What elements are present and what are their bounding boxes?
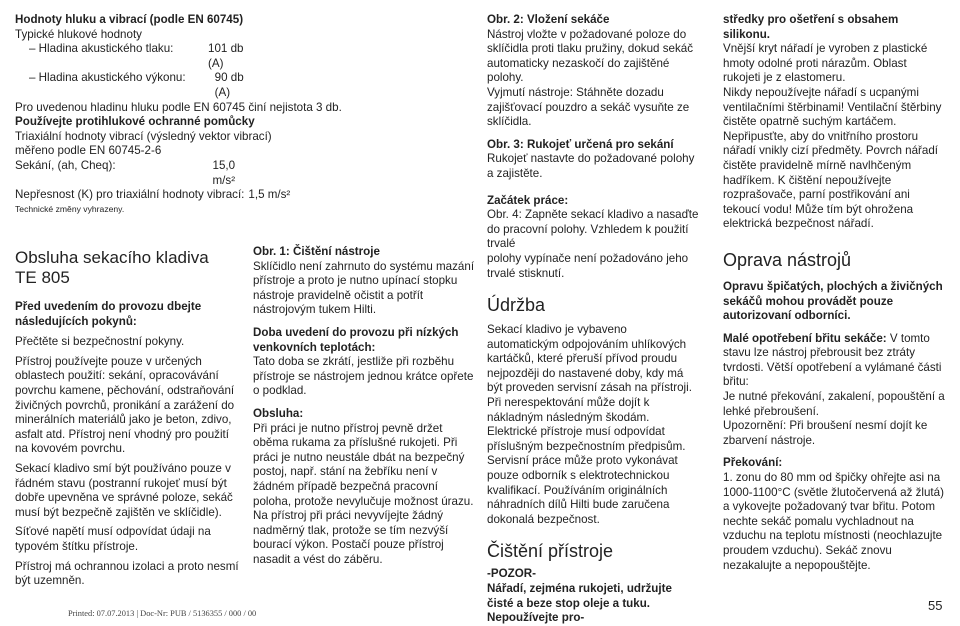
footer-print-info: Printed: 07.07.2013 | Doc-Nr: PUB / 5136355 / 000 / 00 — [68, 609, 257, 618]
fig2-text-1: Nástroj vložte v požadované poloze do sklíčidla proti tlaku pružiny, dokud sekáč automaticky nezaskočí do zajištěné polohy. — [487, 27, 693, 85]
unc-row: Nepřesnost (K) pro triaxiální hodnoty vibrací: 1,5 m/s² — [15, 188, 291, 202]
forge-title: Překování: — [723, 456, 783, 470]
operation-text-1: Při práci je nutno přístroj pevně držet oběma rukama za příslušné rukojeti. Při práci je nutno neustále dbát na bezpečný postoj, např. stání na žebříku není v žádném případě bezpečná pracovní poloha, protože nevylučuje možnost úrazu. — [253, 421, 474, 508]
column-4 — [723, 13, 945, 573]
operation-text-2: Na přístroj při práci nevyvíjejte žádný nadměrný tlak, protože se tím nezvýší bourací výkon. Postačí pouze přístroj nasadit a vést do záběru. — [253, 509, 449, 566]
repair-bold: Opravu špičatých, plochých a živičných sekáčů mohou provádět pouze autorizovaní odborníci. — [723, 279, 943, 323]
chisel-row: Sekání, (ah, Cheq): 15,0 m/s² — [15, 158, 236, 187]
noise-heading: Typické hlukové hodnoty — [15, 27, 142, 41]
fig2-title: Obr. 2: Vložení sekáče — [487, 13, 610, 26]
cleaning-cont-1: Vnější kryt nářadí je vyroben z plastické hmoty odolné proti nárazům. Oblast rukojeti je z elastomeru. — [723, 42, 928, 85]
cleaning-title: Čištění přístroje — [487, 541, 614, 562]
before-use: Před uvedením do provozu dbejte následujících pokynů: — [15, 300, 202, 328]
vibration-line-1: Triaxiální hodnoty vibrací (výsledný vektor vibrací) — [15, 129, 272, 143]
column-2 — [253, 245, 475, 567]
maintenance-text-1: Sekací kladivo je vybaveno automatickým odpojováním uhlíkových kartáčků, které přeruší přívod proudu nejpozději do nastavené doby, kdy má být proveden servisní zásah na přístroji. Při nerespektování může dojít k nákladným následným škodám. — [487, 323, 692, 424]
insulation-text: Přístroj má ochrannou izolaci a proto nesmí být uzemněn. — [15, 559, 239, 588]
operation-section — [15, 248, 243, 589]
page-number: 55 — [928, 598, 943, 613]
voltage-text: Síťové napětí musí odpovídat údaji na typovém štítku přístroje. — [15, 525, 211, 553]
fig1-text: Sklíčidlo není zahrnuto do systému mazání přístroje a proto je nutno upínací stopku nástroje pravidelně očistit a potřít nástrojovým tukem Hilti. — [253, 259, 475, 317]
uncertainty-text: Pro uvedenou hladinu hluku podle EN 60745 činí nejistota 3 db. — [15, 100, 342, 114]
chisel-text: Sekací kladivo smí být používáno pouze v řádném stavu (postranní rukojeť musí být dobře upevněna ve správné poloze, sekáč musí být bezpečně zajištěn ve sklíčidle). — [15, 461, 233, 519]
cleaning-cont-2: Nikdy nepoužívejte nářadí s ucpanými ventilačními štěrbinami! Ventilační štěrbiny čistěte opatrně suchým kartáčem. Nepřipusťte, aby do vnitřního prostoru nářadí vnikly cizí předměty. Povrch nářadí čistěte pravidelně mírně navlhčeným hadříkem. K čištění nepoužívejte rozprašovače, parní postřikování ani tekoucí vodu! Může tím být ohrožena elektrická bezpečnost nářadí. — [723, 85, 942, 231]
read-manual: Přečtěte si bezpečnostní pokyny. — [15, 335, 185, 349]
vibration-line-2: měřeno podle EN 60745-2-6 — [15, 144, 162, 158]
column-1 — [15, 13, 342, 215]
cold-text: Tato doba se zkrátí, jestliže při rozběhu přístroje se nástrojem jednou krátce opřete o podklad. — [253, 355, 474, 398]
repair-title: Oprava nástrojů — [723, 249, 852, 270]
maintenance-title: Údržba — [487, 295, 546, 316]
fig3-title: Obr. 3: Rukojeť určená pro sekání — [487, 137, 674, 151]
caution-text: Nářadí, zejména rukojeti, udržujte čisté a beze stop oleje a tuku. Nepoužívejte pro- — [487, 582, 672, 625]
wear-text-2: Je nutné překování, zakalení, popouštění a lehké přebroušení. — [723, 390, 945, 418]
operation-model: TE 805 — [15, 268, 70, 287]
use-text: Přístroj používejte pouze v určených oblastech použití: sekání, opracovávání povrchu kamene, pěchování, odstraňování živičných povrchů, pronikání a zarážení do minerálních materiálů jako je beton, zdivo, asfalt atd. Přístroj není vhodný pro použití na kovovém povrchu. — [15, 354, 235, 456]
pressure-row: – Hladina akustického tlaku: 101 db (A) — [29, 42, 244, 70]
changes-note: Technické změny vyhrazeny. — [15, 203, 125, 214]
operation-title: Obsluha sekacího kladiva — [15, 248, 209, 267]
warning-text: Upozornění: Při broušení nesmí dojít ke zbarvení nástroje. — [723, 419, 928, 447]
start-title: Začátek práce: — [487, 193, 569, 207]
noise-title: Hodnoty hluku a vibrací (podle EN 60745) — [15, 13, 244, 26]
cold-title: Doba uvedení do provozu při nízkých venkovních teplotách: — [253, 325, 459, 354]
power-row: – Hladina akustického výkonu: 90 db (A) — [29, 71, 244, 99]
fig3-text: Rukojeť nastavte do požadované polohy a zajistěte. — [487, 152, 695, 180]
fig1-title: Obr. 1: Čištění nástroje — [253, 245, 380, 258]
caution-label: -POZOR- — [487, 567, 536, 581]
start-text-1: Obr. 4: Zapněte sekací kladivo a nasaďte do pracovní polohy. Vzhledem k použití trvalé — [487, 208, 699, 251]
start-text-2: polohy vypínače není požadováno jeho trvalé stisknutí. — [487, 251, 689, 280]
ear-protection: Používejte protihlukové ochranné pomůcky — [15, 115, 255, 129]
forge-text: 1. zonu do 80 mm od špičky ohřejte asi na 1000-1100°C (světle žlutočervená až žlutá) a vykovejte požadovaný tvar břitu. Potom nechte sekáč pomalu vychladnout na vzduchu na teplotu místnosti (neochlazujte proudem vzduchu). Sekáč znovu nezakalujte a nepopouštějte. — [723, 471, 944, 572]
cleaning-cont-bold: středky pro ošetření s obsahem silikonu. — [723, 13, 899, 41]
wear-text: Malé opotřebení břitu sekáče: V tomto stavu lze nástroj přebrousit bez ztráty tvrdosti. Větší opotřebení a vylámané části břitu: — [723, 331, 942, 389]
fig2-text-2: Vyjmutí nástroje: Stáhněte dozadu zajišťovací pouzdro a sekáč vysuňte ze sklíčidla. — [487, 85, 690, 129]
column-3 — [487, 13, 701, 626]
maintenance-text-2: Elektrické přístroje musí odpovídat příslušným bezpečnostním předpisům. Servisní práce může proto vykonávat pouze odborník s elektrotechnickou kvalifikací. Používáním originálních náhradních dílů Hilti bude zaručena dokonalá bezpečnost. — [487, 425, 686, 526]
operation-subtitle: Obsluha: — [253, 406, 304, 420]
